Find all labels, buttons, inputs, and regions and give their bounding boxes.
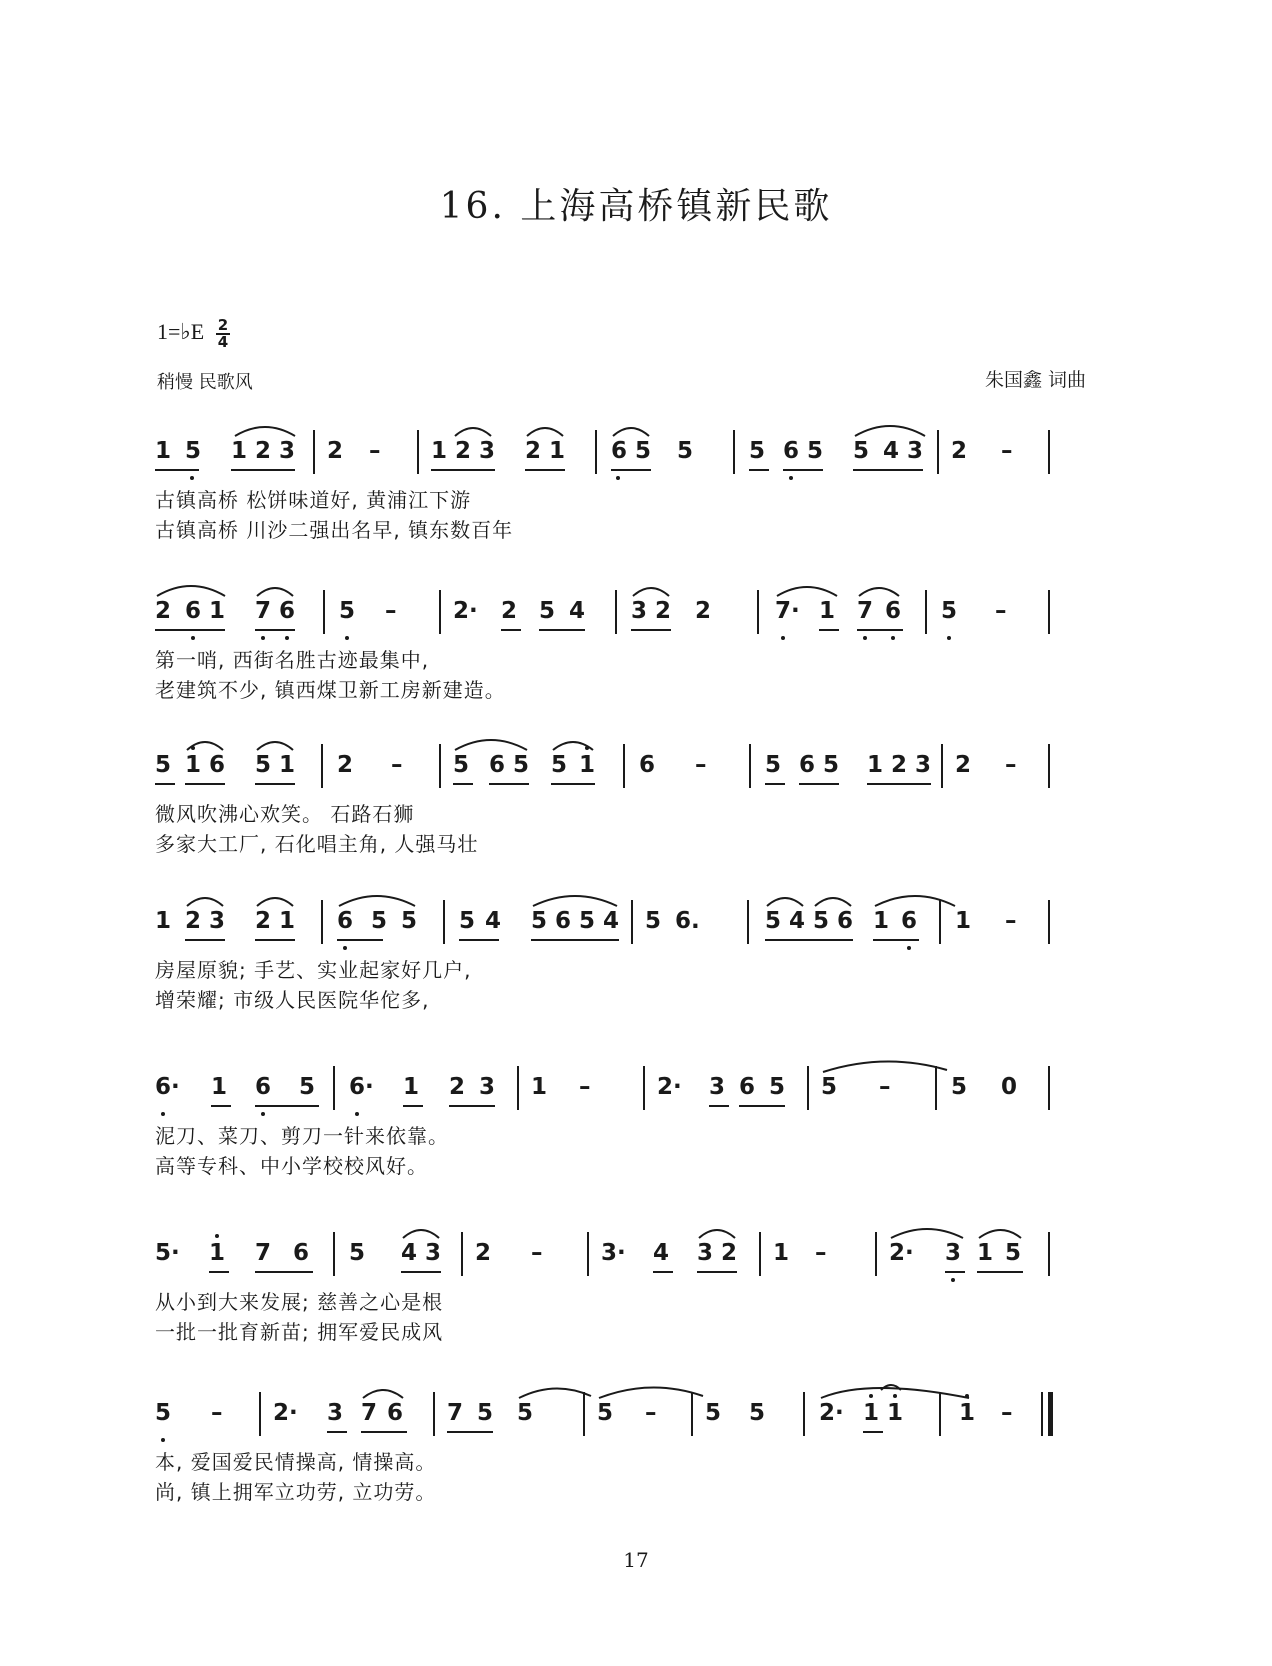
lyrics-verse-2: 一批一批育新苗; 拥军爱民成风 bbox=[155, 1320, 444, 1344]
page-title: 16. 上海高桥镇新民歌 bbox=[439, 186, 833, 227]
score-system-6 bbox=[155, 1240, 1115, 1370]
notation-line: 1 2 3 2 1 6 5 5 5 4 5 6 5 4 5 6. 5 4 5 6 1 6 1 – bbox=[155, 908, 1115, 944]
lyrics-verse-1: 泥刀、菜刀、剪刀一针来依靠。 bbox=[155, 1124, 449, 1148]
lyrics-verse-1: 古镇高桥 松饼味道好, 黄浦江下游 bbox=[155, 488, 472, 512]
score-system-2 bbox=[155, 598, 1115, 728]
notation-line: 5 – 2· 3 7 6 7 5 5 5 – 5 5 2· 1 1 1 – bbox=[155, 1400, 1115, 1436]
lyrics-verse-1: 微风吹沸心欢笑。 石路石狮 bbox=[155, 802, 415, 826]
lyrics-verse-2: 古镇高桥 川沙二强出名早, 镇东数百年 bbox=[155, 518, 514, 542]
score-system-4 bbox=[155, 908, 1115, 1038]
score-system-7 bbox=[155, 1400, 1115, 1530]
notation-line: 5· 1 7 6 5 4 3 2 – 3· 4 3 2 1 – 2· 3 1 5 bbox=[155, 1240, 1115, 1276]
composer-credit: 朱国鑫 词曲 bbox=[985, 369, 1087, 391]
lyrics-verse-1: 第一哨, 西街名胜古迹最集中, bbox=[155, 648, 430, 672]
score-system-3 bbox=[155, 752, 1115, 882]
lyrics-verse-2: 老建筑不少, 镇西煤卫新工房新建造。 bbox=[155, 678, 506, 702]
lyrics-verse-2: 增荣耀; 市级人民医院华佗多, bbox=[155, 988, 430, 1012]
lyrics-verse-2: 多家大工厂, 石化唱主角, 人强马壮 bbox=[155, 832, 479, 856]
notation-line: 5 1 6 5 1 2 – 5 6 5 5 1 6 – 5 6 5 1 2 3 2 – bbox=[155, 752, 1115, 788]
score-system-5 bbox=[155, 1074, 1115, 1204]
lyrics-verse-2: 尚, 镇上拥军立功劳, 立功劳。 bbox=[155, 1480, 437, 1504]
key-signature bbox=[157, 318, 230, 350]
lyrics-verse-1: 从小到大来发展; 慈善之心是根 bbox=[155, 1290, 444, 1314]
lyrics-verse-2: 高等专科、中小学校校风好。 bbox=[155, 1154, 428, 1178]
notation-line: 1 5 1 2 3 2 – 1 2 3 2 1 6 5 5 5 6 5 5 4 3 2 – bbox=[155, 438, 1115, 474]
notation-line: 6· 1 6 5 6· 1 2 3 1 – 2· 3 6 5 5 – 5 0 bbox=[155, 1074, 1115, 1110]
page-number: 17 bbox=[623, 1548, 649, 1572]
meter-top: 2 bbox=[217, 316, 229, 334]
key-label: 1=♭E bbox=[157, 319, 205, 345]
lyrics-verse-1: 本, 爱国爱民情操高, 情操高。 bbox=[155, 1450, 437, 1474]
time-signature bbox=[216, 318, 230, 350]
lyrics-verse-1: 房屋原貌; 手艺、实业起家好几户, bbox=[155, 958, 472, 982]
notation-line: 2 6 1 7 6 5 – 2· 2 5 4 3 2 2 7· 1 7 6 5 – bbox=[155, 598, 1115, 634]
meter-bottom: 4 bbox=[217, 333, 229, 351]
score-system-1 bbox=[155, 438, 1115, 568]
tempo-marking: 稍慢 民歌风 bbox=[157, 372, 253, 393]
